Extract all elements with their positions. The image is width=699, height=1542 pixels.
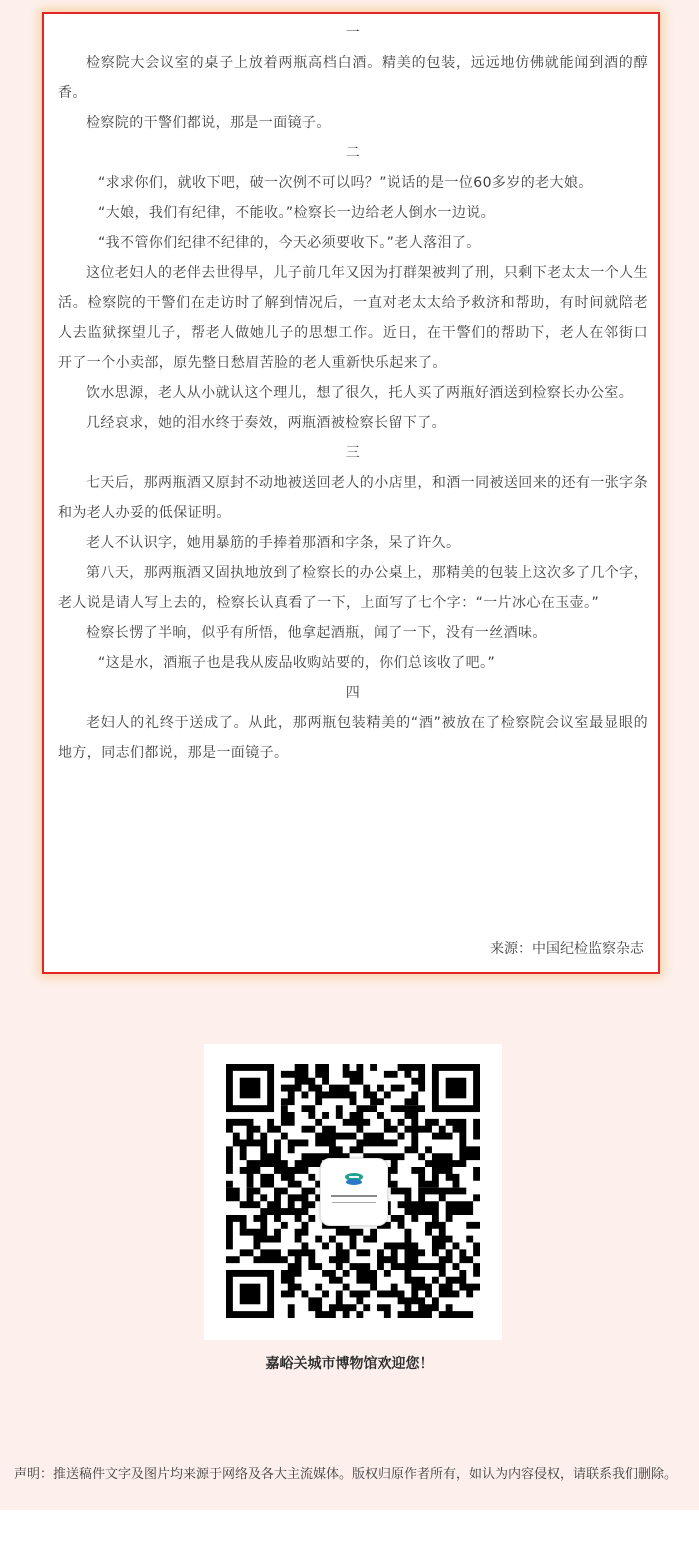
article-source: 来源：中国纪检监察杂志	[490, 941, 644, 957]
qr-code-card[interactable]	[204, 1044, 502, 1340]
logo-subname-line	[332, 1202, 376, 1203]
qr-finder-pattern	[432, 1064, 480, 1112]
article-paragraph: “我不管你们纪律不纪律的，今天必须要收下。”老人落泪了。	[98, 235, 481, 251]
section-number: 四	[345, 685, 361, 701]
article-paragraph: “求求你们，就收下吧，破一次例不可以吗？”说话的是一位60多岁的老大娘。	[98, 175, 593, 191]
article-card	[42, 12, 660, 974]
section-number: 三	[345, 445, 361, 461]
museum-logo-icon	[320, 1158, 388, 1226]
section-number: 二	[345, 145, 361, 161]
article-paragraph: 检察院大会议室的桌子上放着两瓶高档白酒。精美的包装，远远地仿佛就能闻到酒的醇香。	[58, 55, 648, 101]
qr-finder-pattern	[226, 1270, 274, 1318]
article-paragraph: 这位老妇人的老伴去世得早，儿子前几年又因为打群架被判了刑，只剩下老太太一个人生活。检察院的干警们在走访时了解到情况后，一直对老太太给予救济和帮助，有时间就陪老人去监狱探望儿子，帮老人做她儿子的思想工作。近日，在干警们的帮助下，老人在邻街口开了一个小卖部，原先整日愁眉苦脸的老人重新快乐起来了。	[58, 265, 648, 371]
museum-emblem-icon	[344, 1169, 364, 1189]
article-paragraph: 检察院的干警们都说，那是一面镜子。	[86, 115, 331, 131]
article-paragraph: 七天后，那两瓶酒又原封不动地被送回老人的小店里，和酒一同被送回来的还有一张字条和为老人办妥的低保证明。	[58, 475, 648, 521]
article-paragraph: “这是水，酒瓶子也是我从废品收购站要的，你们总该收了吧。”	[98, 655, 496, 671]
article-paragraph: 老妇人的礼终于送成了。从此，那两瓶包装精美的“酒”被放在了检察院会议室最显眼的地方，同志们都说，那是一面镜子。	[58, 715, 648, 761]
article-paragraph: 几经哀求，她的泪水终于奏效，两瓶酒被检察长留下了。	[86, 415, 446, 431]
article-paragraph: 检察长愣了半晌，似乎有所悟，他拿起酒瓶，闻了一下，没有一丝酒味。	[86, 625, 547, 641]
article-paragraph: 老人不认识字，她用暴筋的手捧着那酒和字条，呆了许久。	[86, 535, 461, 551]
article-paragraph: “大娘，我们有纪律，不能收。”检察长一边给老人倒水一边说。	[98, 205, 496, 221]
section-number: 一	[345, 25, 361, 41]
article-paragraph: 第八天，那两瓶酒又固执地放到了检察长的办公桌上，那精美的包装上这次多了几个字，老人说是请人写上去的，检察长认真看了一下，上面写了七个字：“一片冰心在玉壶。”	[58, 565, 648, 611]
article-paragraph: 饮水思源，老人从小就认这个理儿，想了很久，托人买了两瓶好酒送到检察长办公室。	[86, 385, 634, 401]
welcome-text: 嘉峪关城市博物馆欢迎您！	[265, 1356, 434, 1372]
copyright-disclaimer: 声明：推送稿件文字及图片均来源于网络及各大主流媒体。版权归原作者所有，如认为内容侵权，请联系我们删除。	[14, 1467, 678, 1482]
qr-finder-pattern	[226, 1064, 274, 1112]
logo-name-line	[331, 1195, 377, 1197]
article-body	[58, 18, 648, 768]
